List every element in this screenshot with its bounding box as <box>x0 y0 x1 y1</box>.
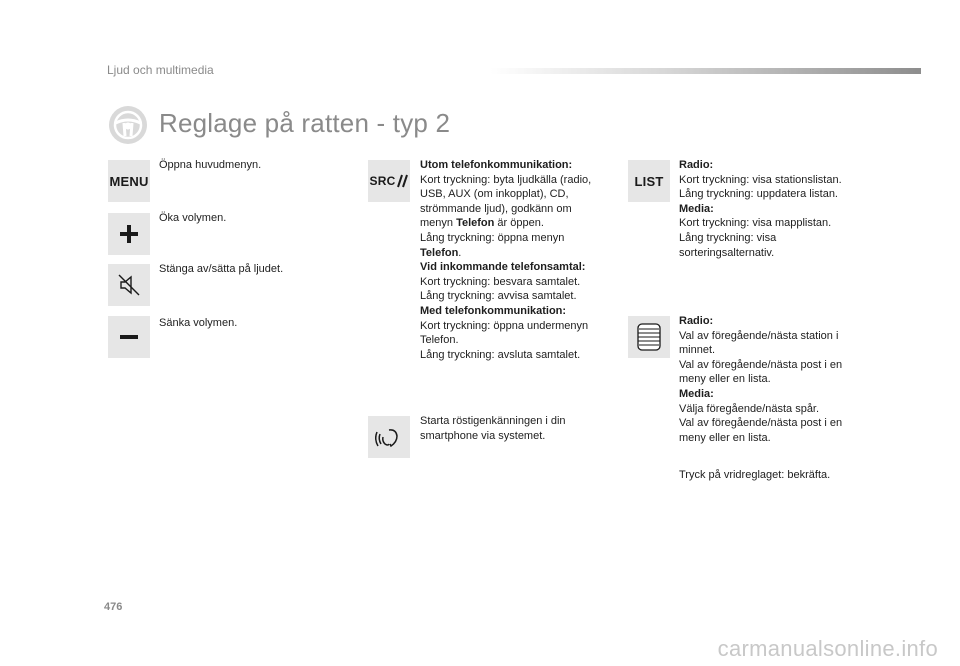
voice-line: Starta röstigenkänningen i din <box>420 415 566 427</box>
src-bold-text: Telefon <box>420 246 459 259</box>
header-rule <box>490 68 921 74</box>
src-line: USB, AUX (om inkopplat), CD, <box>420 188 569 201</box>
src-text: . <box>458 246 462 259</box>
list-heading-1: Radio: <box>679 159 714 171</box>
watermark: carmanualsonline.info <box>717 636 938 661</box>
scroll-wheel-button[interactable] <box>628 316 670 358</box>
wheel-line: Val av föregående/nästa post i en <box>679 417 843 430</box>
wheel-line: Val av föregående/nästa station i <box>679 329 839 342</box>
menu-button-label: MENU <box>109 173 149 189</box>
volume-up-description: Öka volymen. <box>159 212 227 224</box>
steering-wheel-icon <box>108 105 148 145</box>
list-button-label: LIST <box>634 173 664 189</box>
list-line: sorteringsalternativ. <box>679 246 775 259</box>
mute-icon <box>116 272 142 298</box>
src-line: Lång tryckning: avsluta samtalet. <box>420 348 581 361</box>
volume-down-button[interactable] <box>108 316 150 358</box>
src-description <box>420 158 591 362</box>
src-bold-text: Telefon <box>456 217 495 230</box>
src-line: Telefon. <box>420 334 459 347</box>
wheel-description <box>679 314 842 445</box>
phone-icon <box>396 174 408 188</box>
mute-description: Stänga av/sätta på ljudet. <box>159 263 284 275</box>
list-heading-2: Media: <box>679 202 714 215</box>
wheel-line: minnet. <box>679 344 716 357</box>
src-line <box>420 246 591 261</box>
wheel-heading-1: Radio: <box>679 315 714 327</box>
src-heading-1: Utom telefonkommunikation: <box>420 159 573 171</box>
wheel-heading-2: Media: <box>679 387 714 400</box>
src-line: Kort tryckning: öppna undermenyn <box>420 319 589 332</box>
plus-icon <box>118 223 140 245</box>
src-heading-2: Vid inkommande telefonsamtal: <box>420 261 586 274</box>
src-button-label: SRC <box>369 174 396 188</box>
src-heading-3: Med telefonkommunikation: <box>420 304 567 317</box>
menu-button[interactable] <box>108 160 150 202</box>
src-line: Kort tryckning: byta ljudkälla (radio, <box>420 173 592 186</box>
menu-description: Öppna huvudmenyn. <box>159 159 262 171</box>
src-text: menyn <box>420 217 457 230</box>
wheel-line: meny eller en lista. <box>679 431 771 444</box>
list-line: Kort tryckning: visa mapplistan. <box>679 217 832 230</box>
wheel-confirm-description: Tryck på vridreglaget: bekräfta. <box>679 469 831 481</box>
list-line: Kort tryckning: visa stationslistan. <box>679 173 842 186</box>
wheel-line: Välja föregående/nästa spår. <box>679 402 820 415</box>
list-button[interactable] <box>628 160 670 202</box>
src-line <box>420 216 591 231</box>
list-description <box>679 158 842 260</box>
scroll-wheel-icon <box>633 321 665 353</box>
voice-line: smartphone via systemet. <box>420 429 546 442</box>
voice-description <box>420 414 566 443</box>
list-line: Lång tryckning: visa <box>679 231 777 244</box>
wheel-line: meny eller en lista. <box>679 373 771 386</box>
volume-down-description: Sänka volymen. <box>159 317 238 329</box>
src-line: strömmande ljud), godkänn om <box>420 202 572 215</box>
voice-button[interactable] <box>368 416 410 458</box>
src-text: är öppen. <box>494 217 544 230</box>
page-number: 476 <box>104 601 123 613</box>
volume-up-button[interactable] <box>108 213 150 255</box>
section-label: Ljud och multimedia <box>107 63 214 77</box>
src-button[interactable] <box>368 160 410 202</box>
minus-icon <box>118 326 140 348</box>
wheel-line: Val av föregående/nästa post i en <box>679 358 843 371</box>
src-line: Lång tryckning: avvisa samtalet. <box>420 290 577 303</box>
mute-button[interactable] <box>108 264 150 306</box>
page-title: Reglage på ratten - typ 2 <box>159 108 451 138</box>
src-line: Kort tryckning: besvara samtalet. <box>420 275 581 288</box>
voice-icon <box>375 423 403 451</box>
src-line: Lång tryckning: öppna menyn <box>420 231 565 244</box>
list-line: Lång tryckning: uppdatera listan. <box>679 188 838 201</box>
